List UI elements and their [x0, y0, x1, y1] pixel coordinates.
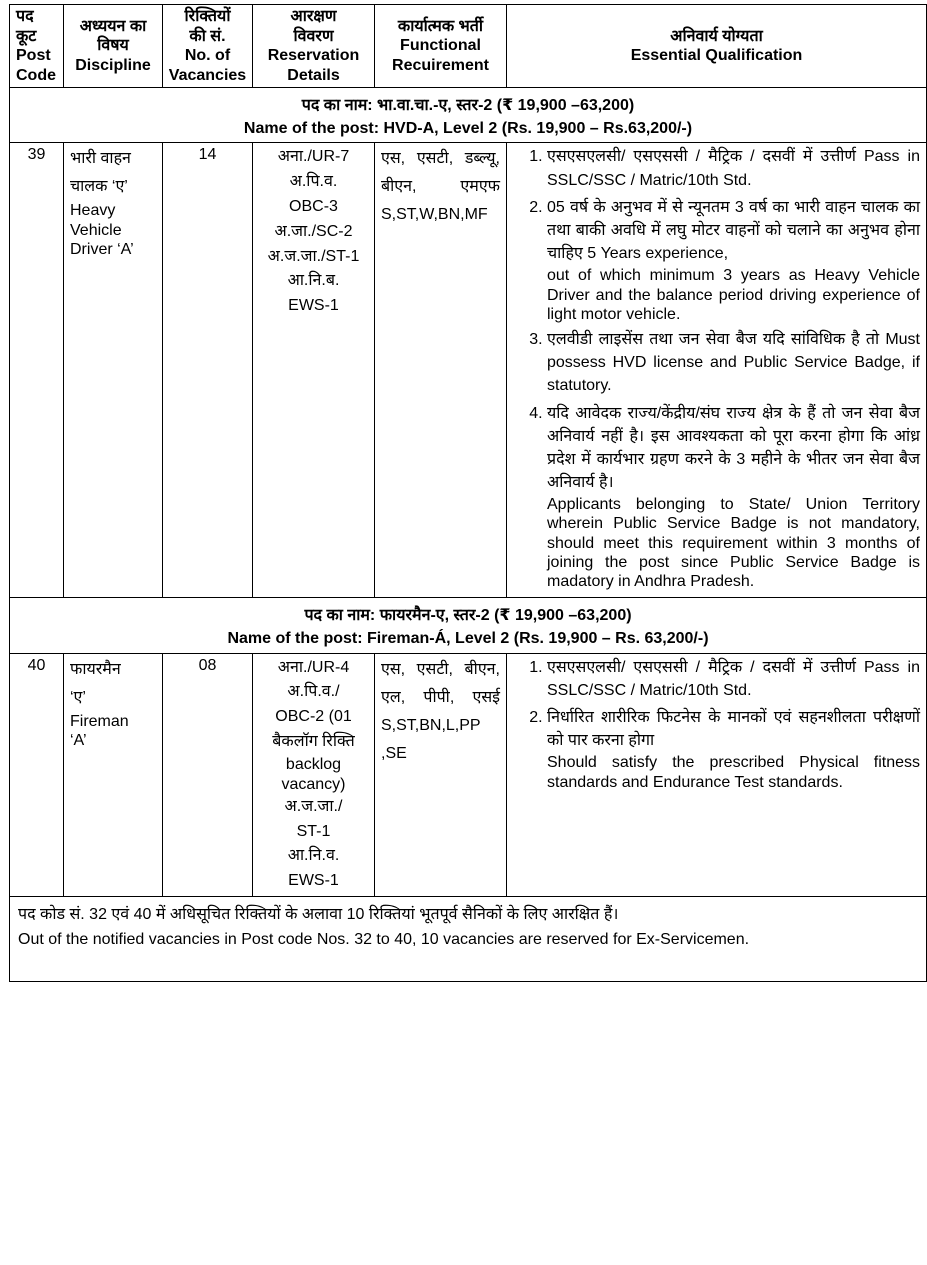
vacancy-count: 14	[163, 143, 253, 598]
post-name-english: Name of the post: HVD-A, Level 2 (Rs. 19,900 – Rs.63,200/-)	[243, 120, 693, 138]
ex-servicemen-note	[10, 896, 927, 981]
list-item: 1. एसएसएलसी/ एसएससी / मैट्रिक / दसवीं में उत्तीर्ण Pass in SSLC/SSC / Matric/10th Std.	[547, 145, 920, 191]
post-banner	[10, 88, 927, 143]
qualification-cell	[507, 653, 927, 896]
header-discipline: अध्ययन का विषय Discipline	[64, 5, 163, 88]
vacancy-count: 08	[163, 653, 253, 896]
note-hindi: पद कोड सं. 32 एवं 40 में अधिसूचित रिक्तियों के अलावा 10 रिक्तियां भूतपूर्व सैनिकों के लिए आरक्षित हैं।	[18, 905, 619, 923]
list-item: 2. 05 वर्ष के अनुभव में से न्यूनतम 3 वर्ष का भारी वाहन चालक का तथा बाकी अवधि में लघु मोटर वाहनों को चलाने का अनुभव होना चाहिए 5 Years experience, out of which minimum 3 years as Heavy Vehicle Driver and the balance period driving experience of light motor vehicle.	[547, 196, 920, 324]
post-name-hindi: पद का नाम: भा.वा.चा.-ए, स्तर-2 (₹ 19,900 –63,200)	[301, 97, 635, 115]
reservation-details: अना./UR-7 अ.पि.व. OBC-3 अ.जा./SC-2 अ.ज.जा./ST-1 आ.नि.ब. EWS-1	[253, 143, 375, 598]
discipline-cell: फायरमैन ‘ए’ Fireman ‘A’	[64, 653, 163, 896]
header-row	[10, 5, 927, 88]
functional-requirement: एस, एसटी, डब्ल्यू, बीएन, एमएफ S,ST,W,BN,MF	[375, 143, 507, 598]
header-vacancies: रिक्तियों की सं. No. of Vacancies	[163, 5, 253, 88]
qualification-list	[513, 656, 920, 792]
post-code: 40	[10, 653, 64, 896]
post-banner	[10, 598, 927, 653]
post-row	[10, 653, 927, 896]
qualification-list	[513, 145, 920, 591]
post-name-english: Name of the post: Fireman-Á, Level 2 (Rs. 19,900 – Rs. 63,200/-)	[227, 630, 709, 648]
list-item: 2. निर्धारित शारीरिक फिटनेस के मानकों एवं सहनशीलता परीक्षणों को पार करना होगा Should satisfy the prescribed Physical fitness standards and Endurance Test standards.	[547, 706, 920, 792]
discipline-cell: भारी वाहन चालक ‘ए’ Heavy Vehicle Driver ‘A’	[64, 143, 163, 598]
post-banner-row	[10, 598, 927, 653]
header-functional: कार्यात्मक भर्ती Functional Recuirement	[375, 5, 507, 88]
post-row	[10, 143, 927, 598]
post-code: 39	[10, 143, 64, 598]
recruitment-table	[9, 4, 927, 982]
list-item: 3. एलवीडी लाइसेंस तथा जन सेवा बैज यदि सांविधिक है तो Must possess HVD license and Public Service Badge, if statutory.	[547, 328, 920, 398]
header-reservation: आरक्षण विवरण Reservation Details	[253, 5, 375, 88]
reservation-details: अना./UR-4 अ.पि.व./ OBC-2 (01 बैकलॉग रिक्ति backlog vacancy) अ.ज.जा./ ST-1 आ.नि.व. EWS-1	[253, 653, 375, 896]
note-row	[10, 896, 927, 981]
note-english: Out of the notified vacancies in Post code Nos. 32 to 40, 10 vacancies are reserved for Ex-Servicemen.	[18, 930, 750, 948]
qualification-cell	[507, 143, 927, 598]
list-item: 4. यदि आवेदक राज्य/केंद्रीय/संघ राज्य क्षेत्र के हैं तो जन सेवा बैज अनिवार्य नहीं है। इस आवश्यकता को पूरा करना होगा कि आंध्र प्रदेश में कार्यभार ग्रहण करने के 3 महीने के भीतर जन सेवा बैज अनिवार्य है। Applicants belonging to State/ Union Territory wherein Public Service Badge is not mandatory, should meet this requirement within 3 months of joining the post since Public Service Badge is madatory in Andhra Pradesh.	[547, 402, 920, 592]
functional-requirement: एस, एसटी, बीएन, एल, पीपी, एसई S,ST,BN,L,PP ,SE	[375, 653, 507, 896]
header-qualification: अनिवार्य योग्यता Essential Qualification	[507, 5, 927, 88]
post-banner-row	[10, 88, 927, 143]
header-post-code: पद कूट Post Code	[10, 5, 64, 88]
list-item: 1. एसएसएलसी/ एसएससी / मैट्रिक / दसवीं में उत्तीर्ण Pass in SSLC/SSC / Matric/10th Std.	[547, 656, 920, 702]
post-name-hindi: पद का नाम: फायरमैन-ए, स्तर-2 (₹ 19,900 –63,200)	[304, 607, 632, 625]
